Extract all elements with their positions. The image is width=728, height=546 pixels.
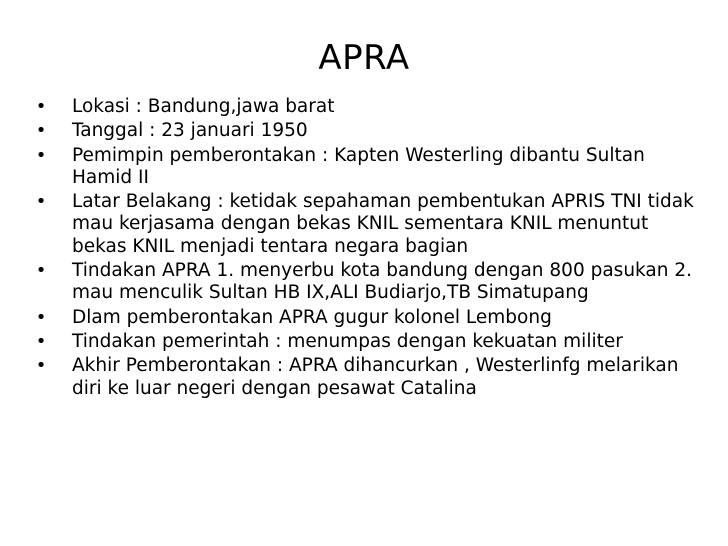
bullet-item <box>34 191 694 258</box>
bullet-item <box>34 260 694 305</box>
bullet-text: Latar Belakang : ketidak sepahaman pembentukan APRIS TNI tidak mau kerjasama dengan bekas KNIL sementara KNIL menuntut bekas KNIL menjadi tentara negara bagian <box>72 191 694 257</box>
bullet-marker: • <box>35 120 47 142</box>
bullet-marker: • <box>35 96 47 117</box>
bullet-text: Dlam pemberontakan APRA gugur kolonel Lembong <box>72 306 552 328</box>
bullet-marker: • <box>35 144 47 166</box>
bullet-list <box>34 96 694 402</box>
bullet-marker: • <box>35 260 47 282</box>
bullet-item <box>34 307 694 329</box>
bullet-marker: • <box>35 191 47 213</box>
bullet-marker: • <box>35 330 47 352</box>
bullet-text: Akhir Pemberontakan : APRA dihancurkan , Westerlinfg melarikan diri ke luar negeri dengan pesawat Catalina <box>72 355 679 399</box>
bullet-text: Lokasi : Bandung,jawa barat <box>72 96 335 117</box>
bullet-item <box>34 145 694 190</box>
bullet-item <box>34 331 694 353</box>
bullet-marker: • <box>35 306 47 328</box>
bullet-item <box>34 96 694 118</box>
bullet-text: Tanggal : 23 januari 1950 <box>72 120 308 142</box>
slide-title: APRA <box>318 38 410 78</box>
bullet-item <box>34 120 694 142</box>
bullet-marker: • <box>35 355 47 377</box>
bullet-text: Tindakan APRA 1. menyerbu kota bandung dengan 800 pasukan 2. mau menculik Sultan HB IX,ALI Budiarjo,TB Simatupang <box>72 260 693 304</box>
bullet-item <box>34 355 694 400</box>
bullet-text: Tindakan pemerintah : menumpas dengan kekuatan militer <box>72 330 623 352</box>
bullet-text: Pemimpin pemberontakan : Kapten Westerling dibantu Sultan Hamid II <box>72 144 645 188</box>
